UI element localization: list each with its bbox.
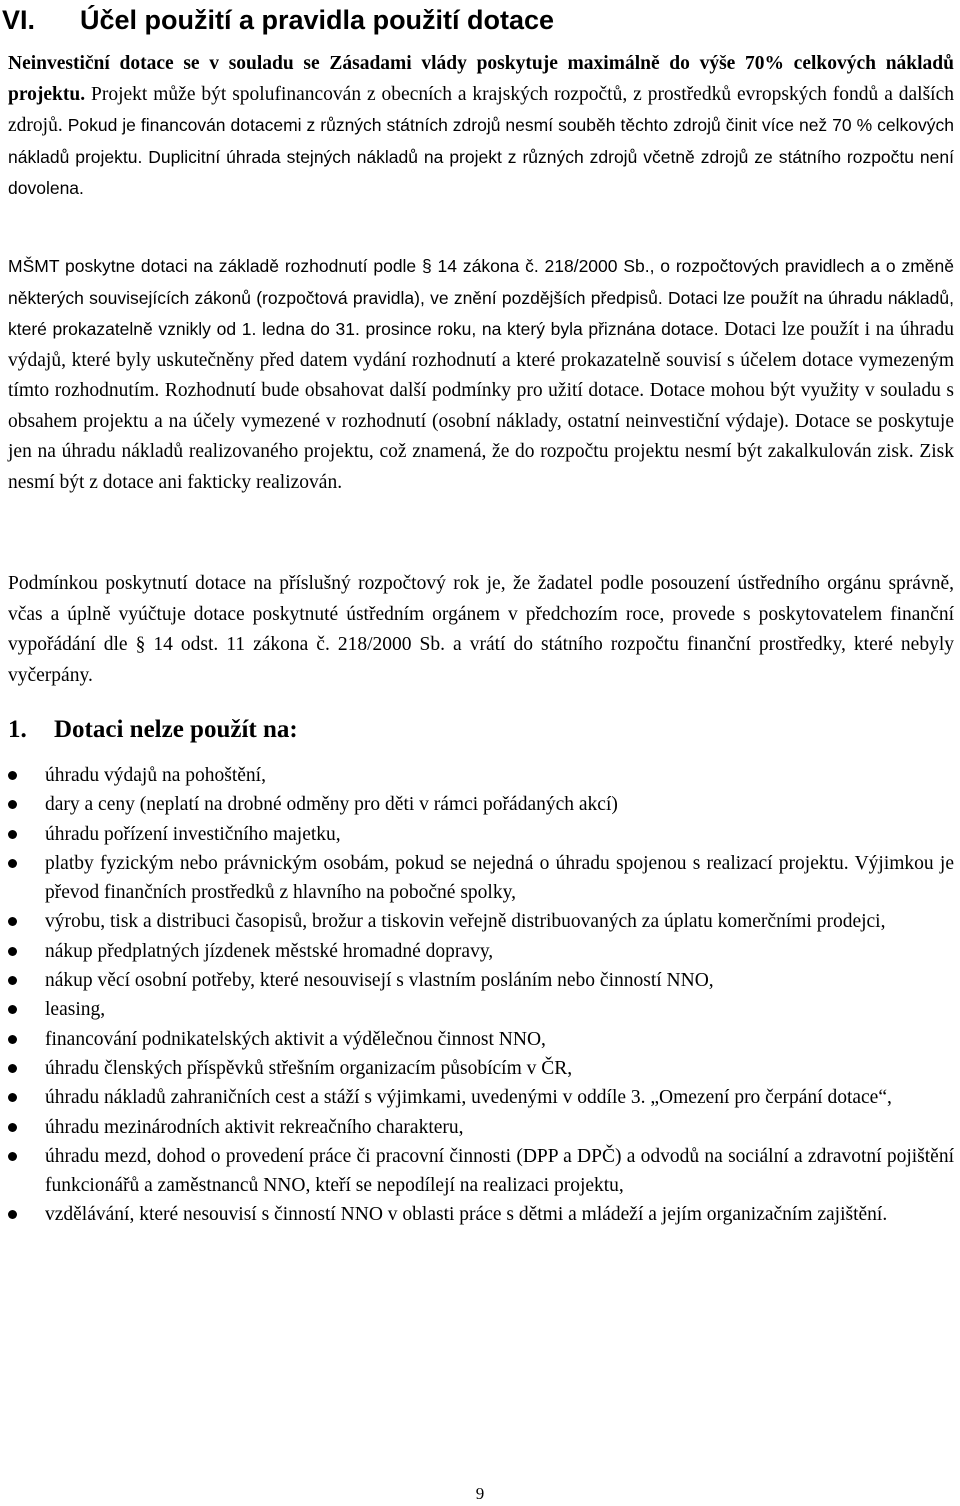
list-item: dary a ceny (neplatí na drobné odměny pro děti v rámci pořádaných akcí): [8, 790, 954, 819]
msmt-decision-lead: MŠMT poskytne dotaci na základě rozhodnutí podle § 14 zákona č. 218/2000 Sb.: [8, 256, 650, 276]
list-item: platby fyzickým nebo právnickým osobám, pokud se nejedná o úhradu spojenou s realizací projektu. Výjimkou je převod finančních prostředků z hlavního na pobočné spolky,: [8, 849, 954, 908]
bullet-icon: [8, 976, 17, 985]
subsection-title: Dotaci nelze použít na:: [54, 716, 298, 743]
list-item: úhradu pořízení investičního majetku,: [8, 820, 954, 849]
list-item: úhradu členských příspěvků střešním organizacím působícím v ČR,: [8, 1054, 954, 1083]
section-number: VI.: [2, 5, 36, 35]
ineligible-costs-list: [8, 761, 954, 1230]
bullet-icon: [8, 800, 17, 809]
subsection-heading: [8, 712, 298, 748]
page-number: 9: [475, 1484, 485, 1503]
list-item: výrobu, tisk a distribuci časopisů, brožur a tiskovin veřejně distribuovaných za úplatu komerčními prodejci,: [8, 907, 954, 936]
bullet-icon: [8, 771, 17, 780]
list-item: financování podnikatelských aktivit a výdělečnou činnost NNO,: [8, 1025, 954, 1054]
list-item: úhradu mezd, dohod o provedení práce či pracovní činnosti (DPP a DPČ) a odvodů na sociální a zdravotní pojištění funkcionářů a zaměstnanců NNO, kteří se nepodílejí na realizaci projektu,: [8, 1142, 954, 1201]
bullet-icon: [8, 1035, 17, 1044]
paragraph-condition-settlement: [8, 569, 954, 691]
subsection-number: 1.: [8, 716, 27, 743]
paragraph-funding-limits: [8, 49, 954, 205]
decision-conditions-text: Rozhodnutí bude obsahovat další podmínky pro užití dotace.: [159, 380, 645, 401]
list-item: nákup věcí osobní potřeby, které nesouvisejí s vlastním posláním nebo činností NNO,: [8, 966, 954, 995]
list-item: úhradu mezinárodních aktivit rekreačního charakteru,: [8, 1113, 954, 1142]
bullet-icon: [8, 1152, 17, 1161]
section-heading: [2, 2, 554, 38]
cofinancing-text: Projekt může být spolufinancován z obecních a krajských rozpočtů, z prostředků evropských fondů a dalších zdrojů.: [8, 83, 954, 136]
list-item: vzdělávání, které nesouvisí s činností NNO v oblasti práce s dětmi a mládeží a jejím organizačním zajištění.: [8, 1200, 954, 1229]
settlement-condition-text: Podmínkou poskytnutí dotace na příslušný rozpočtový rok je, že žadatel podle posouzení ústředního orgánu správně, včas a úplně vyúčtuje dotace poskytnuté ústředním orgánem v předchozím roce, provede s poskytovatelem finanční vypořádání dle § 14 odst. 11 zákona č. 218/2000 Sb. a vrátí do státního rozpočtu finanční prostředky, které nebyly vyčerpány.: [8, 573, 954, 686]
funding-limit-bold: Neinvestiční dotace se v souladu se Zásadami vlády poskytuje maximálně do výše 70% celkových nákladů projektu.: [8, 53, 954, 105]
bullet-icon: [8, 830, 17, 839]
paragraph-msmt-decision: [8, 251, 954, 498]
state-sources-text: Pokud je financován dotacemi z různých státních zdrojů nesmí souběh těchto zdrojů činit více než 70 % celkových nákladů projektu. Duplicitní úhrada stejných nákladů na projekt z různých zdrojů včetně zdrojů ze státního rozpočtu není dovolena.: [8, 115, 954, 198]
bullet-icon: [8, 1093, 17, 1102]
bullet-icon: [8, 1210, 17, 1219]
list-item: leasing,: [8, 995, 954, 1024]
list-item: úhradu nákladů zahraničních cest a stáží s výjimkami, uvedenými v oddíle 3. „Omezení pro čerpání dotace“,: [8, 1083, 954, 1112]
bullet-icon: [8, 859, 17, 868]
bullet-icon: [8, 917, 17, 926]
section-title: Účel použití a pravidla použití dotace: [80, 5, 555, 35]
list-item: nákup předplatných jízdenek městské hromadné dopravy,: [8, 937, 954, 966]
budget-rules-text: , o rozpočtových pravidlech a o změně některých souvisejících zákonů (rozpočtová pravidla), ve znění pozdějších předpisů.: [8, 256, 954, 308]
usage-purpose-text: Dotace mohou být využity v souladu s obsahem projektu a na účely vymezené v rozhodnutí (osobní náklady, ostatní neinvestiční výdaje). Dotace se poskytuje jen na úhradu nákladů realizovaného projektu, což znamená, že do rozpočtu projektu nesmí být zakalkulován zisk. Zisk nesmí být z dotace ani fakticky realizován.: [8, 380, 955, 493]
eligible-period-text: Dotaci lze použít na úhradu nákladů, které prokazatelně vznikly od 1. ledna do 31. prosince roku, na který byla přiznána dotace.: [8, 287, 954, 339]
bullet-icon: [8, 947, 17, 956]
bullet-icon: [8, 1123, 17, 1132]
prior-expenses-text: Dotaci lze použít i na úhradu výdajů, které byly uskutečněny před datem vydání rozhodnutí a které prokazatelně souvisí s účelem dotace vymezeným tímto rozhodnutím.: [8, 319, 954, 401]
list-item: úhradu výdajů na pohoštění,: [8, 761, 954, 790]
bullet-icon: [8, 1064, 17, 1073]
bullet-icon: [8, 1005, 17, 1014]
